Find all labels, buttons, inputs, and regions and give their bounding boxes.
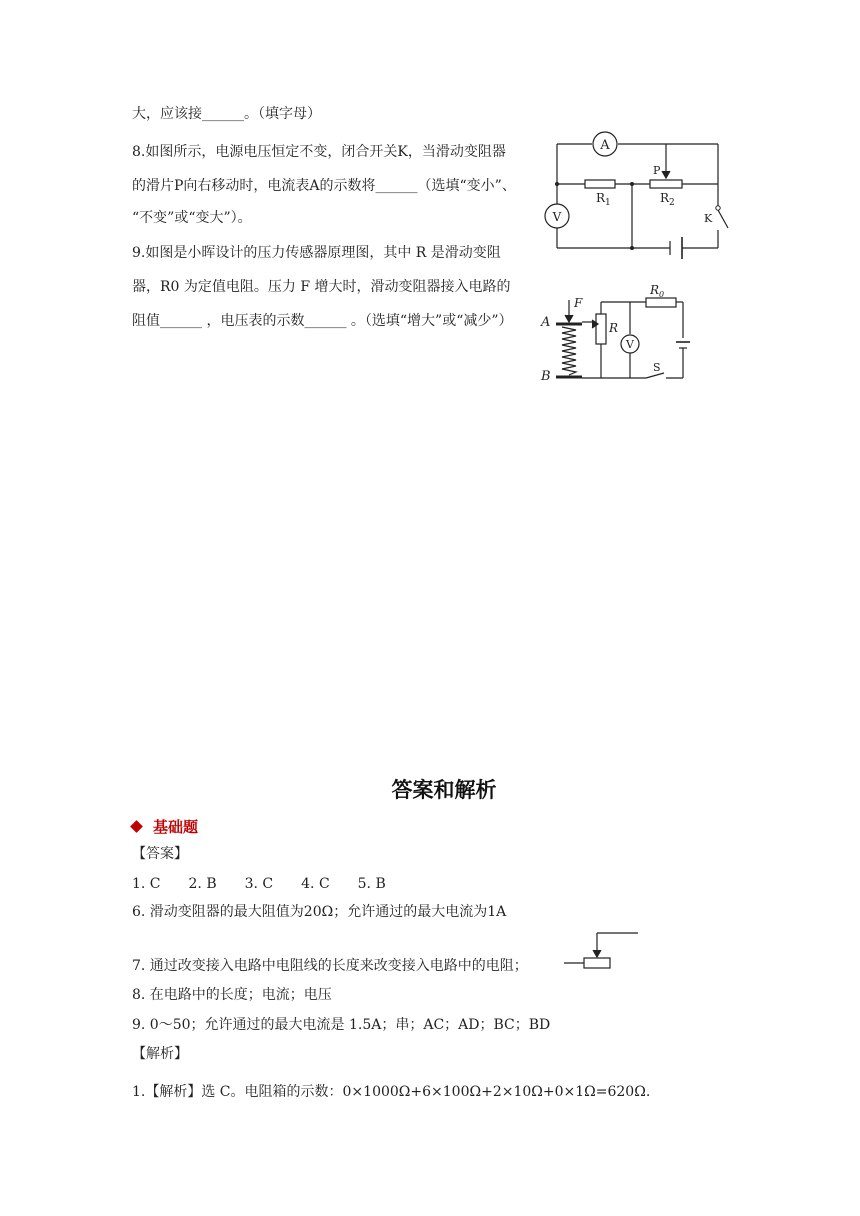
answer-line-1: 1. C 2. B 3. C 4. C 5. B <box>132 876 386 892</box>
answer-line-9: 9. 0～50；允许通过的最大电流是 1.5A；串；AC；AD；BC；BD <box>132 1017 551 1033</box>
spring-icon <box>562 327 576 375</box>
slider-label: P <box>653 164 661 177</box>
switch-label: S <box>653 361 661 374</box>
answer-header: 【答案】 <box>132 846 188 862</box>
q7-tail: 大，应该接______。（填字母） <box>132 106 321 122</box>
q9-line-3: 阻值______ ，电压表的示数______ 。（选填“增大”或“减少”） <box>132 313 513 329</box>
analysis-line-1: 1.【解析】选 C。电阻箱的示数：0×1000Ω+6×100Ω+2×10Ω+0×1Ω=620Ω. <box>132 1084 651 1100</box>
answer-line-6: 6. 滑动变阻器的最大阻值为20Ω；允许通过的最大电流为1A <box>132 904 507 920</box>
answers-title: 答案和解析 <box>391 778 497 802</box>
resistor-r1-icon <box>585 180 615 188</box>
q8-line-3: “不变”或“变大”）。 <box>132 210 252 226</box>
rheostat-symbol-icon <box>564 930 644 970</box>
section-label: 基础题 <box>153 818 199 836</box>
rheostat-r2-icon <box>650 180 682 188</box>
ammeter-label: A <box>600 138 610 153</box>
r2-label: R <box>660 191 670 205</box>
section-heading <box>132 816 198 837</box>
q9-line-1: 9.如图是小晖设计的压力传感器原理图，其中 R 是滑动变阻 <box>132 245 501 261</box>
point-b-label: B <box>541 369 551 384</box>
switch-k-icon <box>718 210 728 228</box>
r1-subscript: 1 <box>605 198 611 208</box>
resistor-r0-icon <box>646 298 676 307</box>
svg-text:R2 <box>660 191 675 208</box>
pressure-sensor-diagram <box>538 280 693 385</box>
analysis-header: 【解析】 <box>132 1046 188 1062</box>
switch-label: K <box>704 212 713 225</box>
circuit-diagram-ammeter <box>540 128 730 258</box>
r0-label: R <box>650 283 660 297</box>
voltmeter-label: V <box>552 210 562 224</box>
r0-subscript: 0 <box>659 290 665 299</box>
q8-line-2: 的滑片P向右移动时，电流表A的示数将______（选填“变小”、 <box>132 178 516 194</box>
q8-line-1: 8.如图所示，电源电压恒定不变，闭合开关K，当滑动变阻器 <box>132 144 506 160</box>
answer-line-7: 7. 通过改变接入电路中电阻线的长度来改变接入电路中的电阻； <box>132 958 528 974</box>
force-label: F <box>574 296 583 310</box>
answer-line-8: 8. 在电路中的长度；电流；电压 <box>132 987 332 1003</box>
rheostat-r-icon <box>596 314 606 344</box>
diamond-icon <box>130 820 143 833</box>
svg-text:R1 <box>596 191 611 208</box>
q9-line-2: 器，R0 为定值电阻。压力 F 增大时，滑动变阻器接入电路的 <box>132 279 511 295</box>
voltmeter-label: V <box>626 338 634 351</box>
svg-text:R0 <box>649 283 664 299</box>
resistor-r-label: R <box>609 321 619 335</box>
r2-subscript: 2 <box>669 198 675 208</box>
point-a-label: A <box>541 315 551 330</box>
r1-label: R <box>596 191 606 205</box>
